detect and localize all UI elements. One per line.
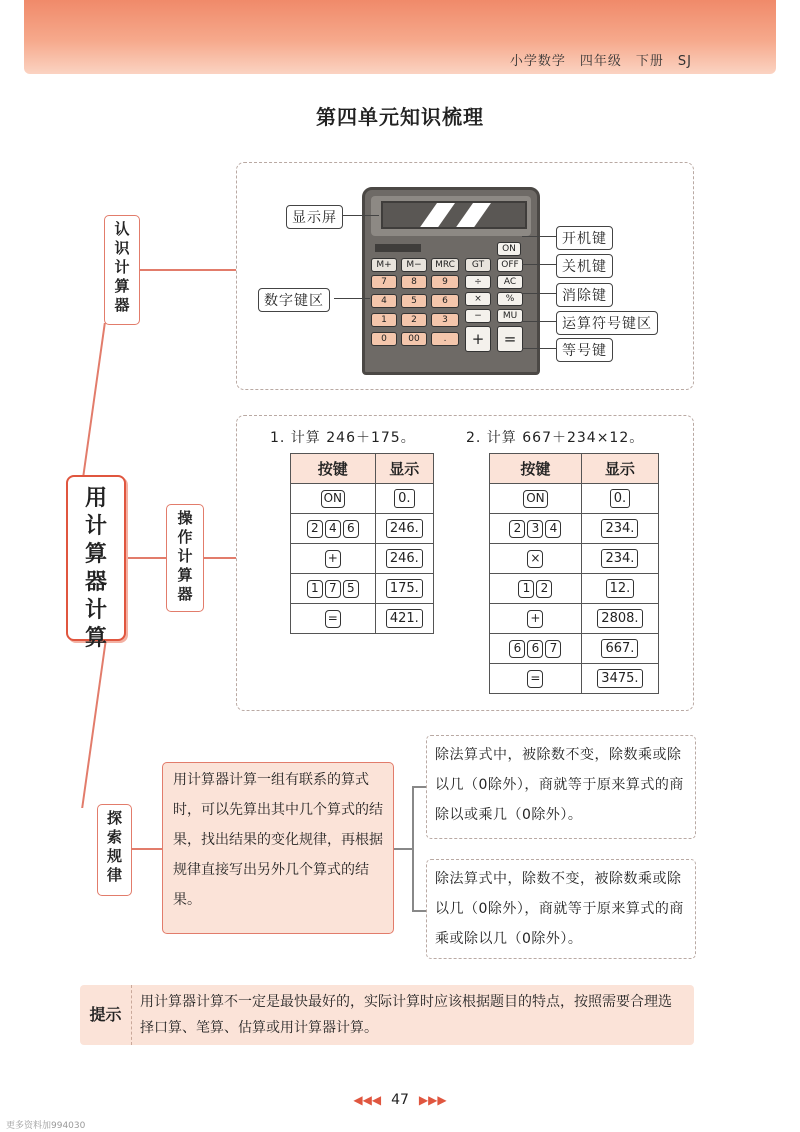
key-digit: 7 [371, 275, 397, 289]
key-divide: ÷ [465, 275, 491, 289]
display-value: 246. [386, 519, 423, 538]
display-cell [581, 514, 658, 544]
key-on: ON [497, 242, 521, 256]
key-glyph: ON [321, 490, 345, 508]
connector [140, 269, 236, 271]
key-glyph: 5 [343, 580, 359, 598]
watermark: 更多资料加994030 [6, 1121, 86, 1131]
key-digit: 2 [401, 313, 427, 327]
table-row [291, 484, 434, 514]
branch-label-operate: 操 作 计 算 器 [166, 504, 204, 612]
callout-line [334, 298, 370, 299]
tip-label: 提示 [80, 985, 132, 1045]
keys-cell [490, 664, 582, 694]
callout-digit-keys: 数字键区 [258, 288, 330, 312]
key-mrc: MRC [431, 258, 459, 272]
keys-cell [291, 574, 376, 604]
division-rule-2: 除法算式中，除数不变，被除数乘或除以几（0除外），商就等于原来算式的商乘或除以几（0除外）。 [426, 859, 696, 959]
header-keys: 按键 [291, 454, 376, 484]
key-mu: MU [497, 309, 523, 323]
connector [412, 910, 426, 912]
keys-cell [291, 484, 376, 514]
prev-arrows-icon: ◀◀◀ [353, 1093, 382, 1107]
display-cell [375, 484, 433, 514]
example-2-table [489, 453, 659, 694]
keys-cell [291, 544, 376, 574]
key-percent: % [497, 292, 523, 306]
key-glyph: 1 [518, 580, 534, 598]
header-display: 显示 [581, 454, 658, 484]
branch-label-explore: 探 索 规 律 [97, 804, 132, 896]
display-value: 234. [601, 549, 638, 568]
callout-line [522, 236, 556, 237]
callout-screen: 显示屏 [286, 205, 343, 229]
keys-cell [490, 544, 582, 574]
connector [412, 786, 426, 788]
keys-cell [291, 604, 376, 634]
table-row [490, 604, 659, 634]
callout-line [522, 348, 556, 349]
key-digit: 8 [401, 275, 427, 289]
key-glyph: 2 [307, 520, 323, 538]
key-digit: 0 [371, 332, 397, 346]
key-glyph: 7 [325, 580, 341, 598]
callout-clear-key: 消除键 [556, 283, 613, 307]
connector [394, 848, 412, 850]
display-value: 12. [606, 579, 635, 598]
callout-on-key: 开机键 [556, 226, 613, 250]
key-glyph: 3 [527, 520, 543, 538]
next-arrows-icon: ▶▶▶ [418, 1093, 447, 1107]
division-rule-1: 除法算式中，被除数不变，除数乘或除以几（0除外），商就等于原来算式的商除以或乘几（0除外）。 [426, 735, 696, 839]
key-digit: 6 [431, 294, 459, 308]
display-value: 0. [394, 489, 414, 508]
example-2-expression: 2. 计算 667＋234×12。 [466, 430, 645, 446]
calculator-screen [381, 201, 527, 229]
keys-cell [490, 484, 582, 514]
main-topic: 用 计 算 器 计 算 [66, 475, 126, 641]
key-mplus: M+ [371, 258, 397, 272]
key-glyph: 4 [545, 520, 561, 538]
connector [82, 323, 106, 477]
table-row [490, 574, 659, 604]
callout-off-key: 关机键 [556, 254, 613, 278]
key-glyph: 2 [536, 580, 552, 598]
key-digit: 9 [431, 275, 459, 289]
display-value: 175. [386, 579, 423, 598]
key-glyph: 6 [509, 640, 525, 658]
rule-summary: 用计算器计算一组有联系的算式时，可以先算出其中几个算式的结果，找出结果的变化规律，再根据规律直接写出另外几个算式的结果。 [162, 762, 394, 934]
display-value: 246. [386, 549, 423, 568]
callout-line [522, 293, 556, 294]
display-cell [375, 544, 433, 574]
page-title: 第四单元知识梳理 [316, 105, 484, 129]
key-multiply: × [465, 292, 491, 306]
table-row [490, 514, 659, 544]
display-cell [581, 484, 658, 514]
display-cell [375, 574, 433, 604]
connector [81, 640, 107, 808]
keys-cell [490, 574, 582, 604]
table-row [291, 574, 434, 604]
callout-equals-key: 等号键 [556, 338, 613, 362]
header-display: 显示 [375, 454, 433, 484]
key-glyph: + [325, 550, 341, 568]
keys-cell [490, 604, 582, 634]
key-glyph: 6 [343, 520, 359, 538]
connector [412, 786, 414, 910]
display-cell [581, 544, 658, 574]
example-1-table [290, 453, 434, 634]
key-glyph: × [527, 550, 543, 568]
tip-box [80, 985, 694, 1045]
key-glyph: 1 [307, 580, 323, 598]
display-cell [581, 604, 658, 634]
callout-operator-keys: 运算符号键区 [556, 311, 658, 335]
table-row [490, 544, 659, 574]
table-row [291, 604, 434, 634]
key-glyph: 7 [545, 640, 561, 658]
calculator-top [371, 196, 531, 236]
table-row [490, 484, 659, 514]
key-glyph: 2 [509, 520, 525, 538]
display-value: 2808. [597, 609, 642, 628]
table-row [490, 634, 659, 664]
table-row [291, 514, 434, 544]
key-glyph: 4 [325, 520, 341, 538]
table-row [291, 544, 434, 574]
display-cell [375, 514, 433, 544]
key-glyph: 6 [527, 640, 543, 658]
key-glyph: ON [523, 490, 547, 508]
key-digit: 00 [401, 332, 427, 346]
display-value: 3475. [597, 669, 642, 688]
connector [126, 557, 166, 559]
key-glyph: + [527, 610, 543, 628]
calculator-illustration [362, 187, 540, 375]
display-cell [581, 634, 658, 664]
key-off: OFF [497, 258, 523, 272]
key-digit: 4 [371, 294, 397, 308]
callout-line [343, 215, 379, 216]
callout-line [522, 321, 556, 322]
display-value: 0. [610, 489, 630, 508]
display-value: 234. [601, 519, 638, 538]
display-cell [375, 604, 433, 634]
key-mminus: M− [401, 258, 427, 272]
keys-cell [490, 514, 582, 544]
key-ac: AC [497, 275, 523, 289]
example-1-expression: 1. 计算 246＋175。 [270, 430, 416, 446]
key-digit: 3 [431, 313, 459, 327]
key-minus: − [465, 309, 491, 323]
key-plus: + [465, 326, 491, 352]
page-number: 47 [391, 1092, 409, 1108]
tip-text: 用计算器计算不一定是最快最好的，实际计算时应该根据题目的特点，按照需要合理选择口算、笔算、估算或用计算器计算。 [140, 994, 672, 1036]
branch-label-recognize: 认 识 计 算 器 [104, 215, 140, 325]
key-digit: 5 [401, 294, 427, 308]
display-value: 667. [601, 639, 638, 658]
key-gt: GT [465, 258, 491, 272]
key-digit: . [431, 332, 459, 346]
keys-cell [291, 514, 376, 544]
key-digit: 1 [371, 313, 397, 327]
display-cell [581, 574, 658, 604]
callout-line [522, 264, 556, 265]
display-cell [581, 664, 658, 694]
solar-panel [375, 244, 421, 252]
table-row [490, 664, 659, 694]
connector [132, 848, 162, 850]
keys-cell [490, 634, 582, 664]
header-keys: 按键 [490, 454, 582, 484]
display-value: 421. [386, 609, 423, 628]
connector [204, 557, 236, 559]
key-glyph: = [325, 610, 341, 628]
book-info: 小学数学 四年级 下册 SJ [509, 54, 692, 69]
key-glyph: = [527, 670, 543, 688]
key-equals: = [497, 326, 523, 352]
page-number-bar [0, 1092, 800, 1108]
